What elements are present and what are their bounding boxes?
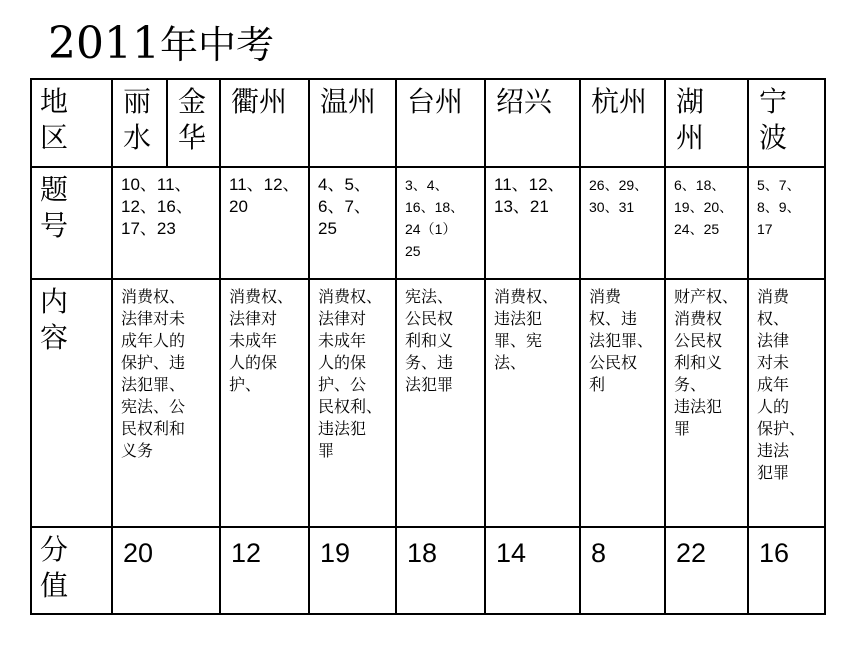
region-jinhua: 金 华 (167, 79, 220, 167)
numbers-hangzhou: 26、29、 30、31 (580, 167, 665, 279)
score-quzhou: 12 (220, 527, 309, 614)
content-taizhou: 宪法、 公民权 利和义 务、违 法犯罪 (396, 279, 485, 527)
numbers-wenzhou: 4、5、 6、7、 25 (309, 167, 396, 279)
content-ningbo: 消费 权、 法律 对未 成年 人的 保护、 违法 犯罪 (748, 279, 825, 527)
content-lishui-jinhua: 消费权、 法律对未 成年人的 保护、违 法犯罪、 宪法、公 民权利和 义务 (112, 279, 220, 527)
numbers-huzhou: 6、18、 19、20、 24、25 (665, 167, 748, 279)
row-label-content: 内 容 (31, 279, 112, 527)
title-exam: 年中考 (159, 23, 274, 67)
score-row (31, 527, 825, 614)
region-huzhou: 湖 州 (665, 79, 748, 167)
numbers-shaoxing: 11、12、 13、21 (485, 167, 580, 279)
region-hangzhou: 杭州 (580, 79, 665, 167)
score-huzhou: 22 (665, 527, 748, 614)
numbers-quzhou: 11、12、 20 (220, 167, 309, 279)
numbers-row (31, 167, 825, 279)
numbers-lishui-jinhua: 10、11、 12、16、 17、23 (112, 167, 220, 279)
content-quzhou: 消费权、 法律对 未成年 人的保 护、 (220, 279, 309, 527)
row-label-numbers: 题 号 (31, 167, 112, 279)
score-hangzhou: 8 (580, 527, 665, 614)
region-wenzhou: 温州 (309, 79, 396, 167)
score-ningbo: 16 (748, 527, 825, 614)
region-row (31, 79, 825, 167)
content-row (31, 279, 825, 527)
score-lishui-jinhua: 20 (112, 527, 220, 614)
numbers-taizhou: 3、4、 16、18、 24（1） 25 (396, 167, 485, 279)
score-taizhou: 18 (396, 527, 485, 614)
region-taizhou: 台州 (396, 79, 485, 167)
title-year: 2011 (48, 18, 160, 69)
exam-table (30, 78, 826, 615)
region-quzhou: 衢州 (220, 79, 309, 167)
region-shaoxing: 绍兴 (485, 79, 580, 167)
score-wenzhou: 19 (309, 527, 396, 614)
region-ningbo: 宁 波 (748, 79, 825, 167)
content-shaoxing: 消费权、 违法犯 罪、宪 法、 (485, 279, 580, 527)
region-lishui: 丽 水 (112, 79, 167, 167)
score-shaoxing: 14 (485, 527, 580, 614)
row-label-score: 分 值 (31, 527, 112, 614)
content-hangzhou: 消费 权、违 法犯罪、 公民权 利 (580, 279, 665, 527)
content-wenzhou: 消费权、 法律对 未成年 人的保 护、公 民权利、 违法犯 罪 (309, 279, 396, 527)
numbers-ningbo: 5、7、 8、9、 17 (748, 167, 825, 279)
page-title (48, 14, 274, 69)
content-huzhou: 财产权、 消费权 公民权 利和义 务、 违法犯 罪 (665, 279, 748, 527)
row-label-region: 地 区 (31, 79, 112, 167)
